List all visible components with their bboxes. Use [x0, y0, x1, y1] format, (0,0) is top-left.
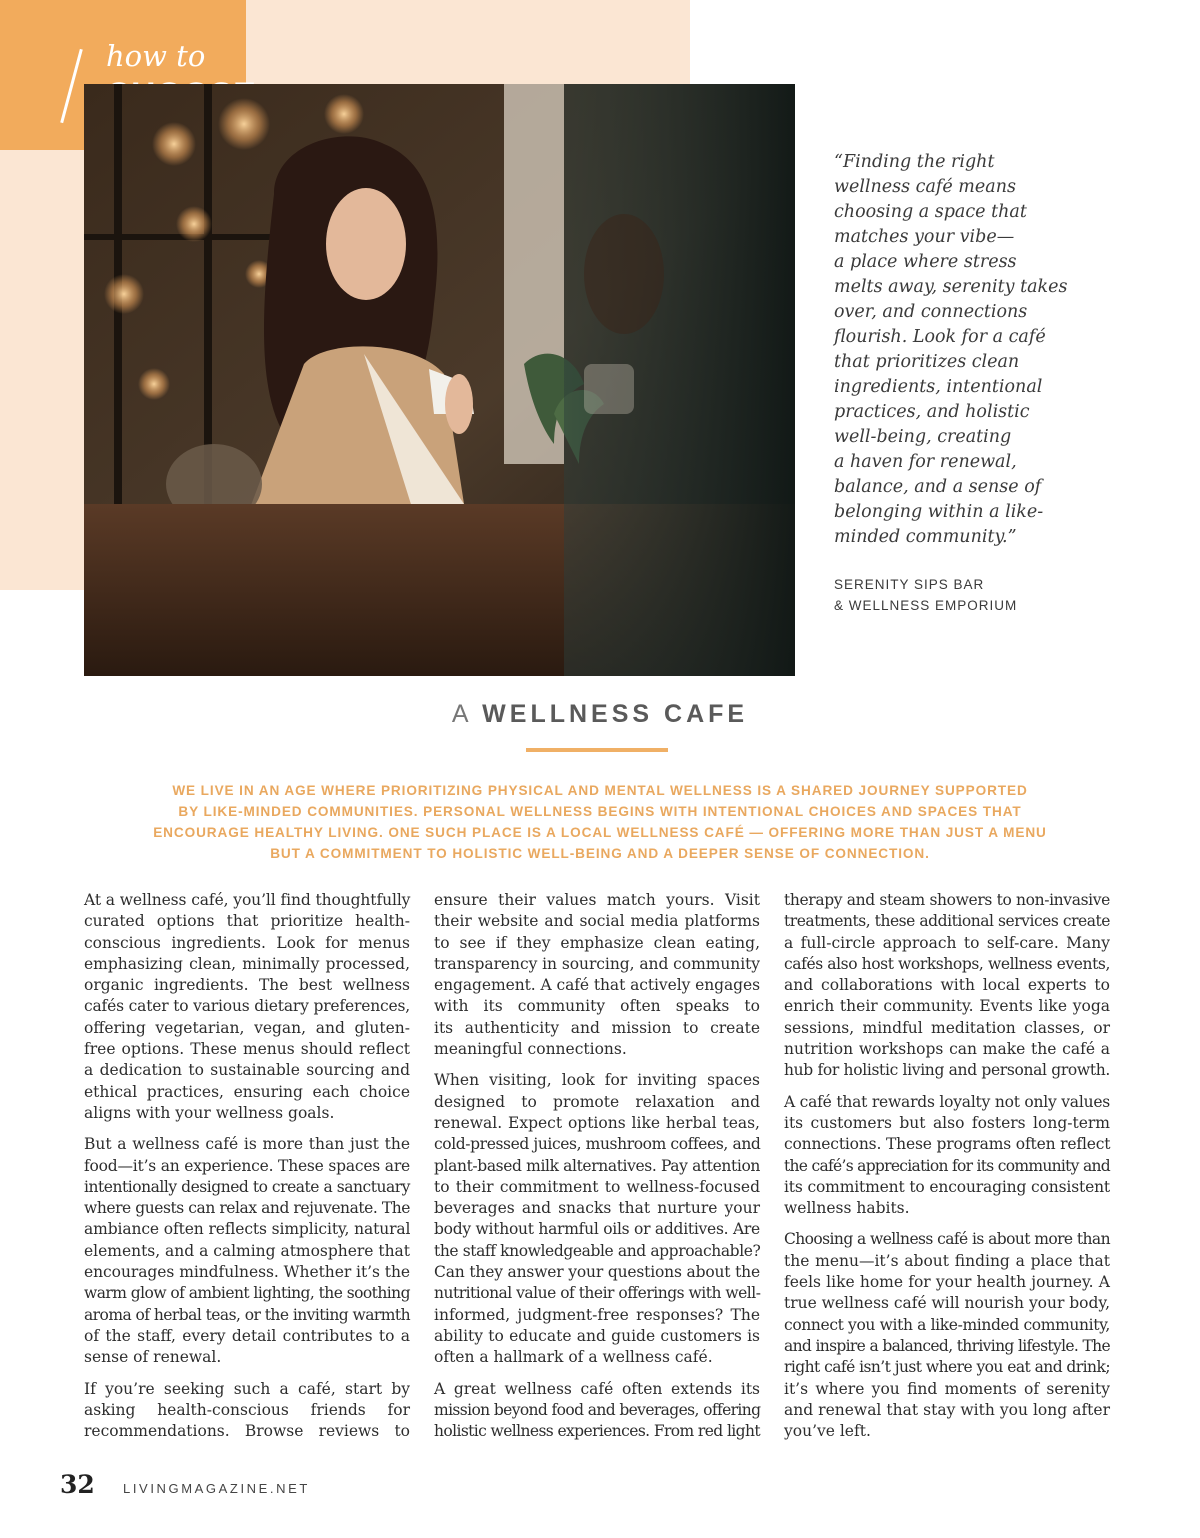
body-line: intentionally designed to create a sanctuary — [84, 1177, 410, 1196]
paragraph-gap — [784, 1219, 1110, 1229]
quote-line: wellness café means — [834, 177, 1016, 197]
body-line: its authenticity and mission to create — [434, 1018, 760, 1037]
paragraph-gap — [84, 1124, 410, 1134]
body-line: the menu—it’s about finding a place that — [784, 1251, 1110, 1270]
body-line: connections. These programs often reflect — [784, 1135, 1111, 1154]
body-column-3 — [784, 890, 1110, 1442]
body-line: conscious ingredients. Look for menus — [84, 933, 410, 952]
body-line: elements, and a calming atmosphere that — [84, 1241, 410, 1260]
body-line: wellness habits. — [784, 1199, 910, 1218]
body-line: aligns with your wellness goals. — [84, 1103, 335, 1122]
pull-quote — [834, 150, 1084, 550]
body-line: ability to educate and guide customers is — [434, 1326, 760, 1345]
paragraph-gap — [434, 1369, 760, 1379]
body-line: plant-based milk alternatives. Pay attention — [434, 1156, 761, 1175]
quote-line: melts away, serenity takes — [834, 277, 1068, 297]
quote-line: practices, and holistic — [834, 402, 1030, 422]
body-line: where guests can relax and rejuvenate. The — [84, 1199, 411, 1218]
body-line: free options. These menus should reflect — [84, 1040, 410, 1059]
paragraph — [434, 1379, 760, 1443]
body-line: cafés also host workshops, wellness events, — [784, 954, 1110, 973]
intro-paragraph — [60, 780, 1140, 864]
quote-line: minded community.” — [834, 527, 1017, 547]
body-line: engagement. A café that actively engages — [434, 976, 761, 995]
body-line: treatments, these additional services create — [784, 912, 1111, 931]
page-number: 32 — [60, 1470, 95, 1499]
body-line: recommendations. Browse reviews to — [84, 1422, 410, 1441]
body-line: it’s where you find moments of serenity — [784, 1379, 1110, 1398]
paragraph — [84, 1379, 410, 1443]
body-line: ambiance often reflects simplicity, natural — [84, 1220, 411, 1239]
quote-line: that prioritizes clean — [834, 352, 1020, 372]
body-line: the staff knowledgeable and approachable? — [434, 1241, 761, 1260]
site-url: LIVINGMAGAZINE.NET — [123, 1481, 310, 1496]
paragraph-gap — [434, 1060, 760, 1070]
intro-line: BY LIKE-MINDED COMMUNITIES. PERSONAL WELLNESS BEGINS WITH INTENTIONAL CHOICES AND SPACES THAT — [178, 804, 1022, 819]
headline-main: WELLNESS CAFE — [482, 700, 749, 728]
body-line: beverages and snacks that nurture your — [434, 1199, 760, 1218]
body-line: ensure their values match yours. Visit — [434, 891, 760, 909]
body-line: a dedication to sustainable sourcing and — [84, 1061, 410, 1080]
body-line: If you’re seeking such a café, start by — [84, 1379, 410, 1398]
body-line: and inspire a balanced, thriving lifestyle. The — [784, 1336, 1110, 1355]
body-line: cold-pressed juices, mushroom coffees, and — [434, 1135, 761, 1154]
body-line: hub for holistic living and personal growth. — [784, 1061, 1111, 1080]
paragraph — [84, 890, 410, 1124]
body-line: nutrition workshops can make the café a — [784, 1040, 1110, 1059]
body-line: warm glow of ambient lighting, the soothing — [84, 1284, 410, 1303]
body-line: and collaborations with local experts to — [784, 976, 1110, 995]
body-line: the café’s appreciation for its community and — [784, 1156, 1110, 1175]
body-line: their website and social media platforms — [434, 912, 760, 931]
quote-source-line: SERENITY SIPS BAR — [834, 577, 985, 592]
body-line: At a wellness café, you’ll find thoughtfully — [84, 891, 411, 909]
body-column-2 — [434, 890, 760, 1442]
paragraph — [84, 1134, 410, 1368]
body-line: organic ingredients. The best wellness — [84, 976, 410, 995]
body-line: curated options that prioritize health- — [84, 912, 410, 931]
headline-rule — [526, 748, 668, 752]
body-line: A café that rewards loyalty not only values — [784, 1092, 1111, 1111]
body-line: offering vegetarian, vegan, and gluten- — [84, 1018, 410, 1037]
body-line: When visiting, look for inviting spaces — [434, 1071, 760, 1090]
body-line: a full-circle approach to self-care. Many — [784, 933, 1110, 952]
paragraph — [784, 890, 1110, 1082]
body-line: enrich their community. Events like yoga — [784, 997, 1110, 1016]
body-line: true wellness café will nourish your body, — [784, 1294, 1110, 1313]
body-line: feels like home for your health journey. A — [784, 1273, 1110, 1292]
intro-line: WE LIVE IN AN AGE WHERE PRIORITIZING PHYSICAL AND MENTAL WELLNESS IS A SHARED JOURNEY SUPPORTED — [172, 783, 1028, 798]
body-line: therapy and steam showers to non-invasive — [784, 891, 1110, 909]
body-line: sessions, mindful meditation classes, or — [784, 1018, 1111, 1037]
body-line: Choosing a wellness café is about more than — [784, 1230, 1110, 1249]
body-line: But a wellness café is more than just the — [84, 1135, 410, 1154]
quote-line: matches your vibe— — [834, 227, 1015, 247]
body-line: nutritional value of their offerings with well- — [434, 1284, 761, 1303]
body-line: its commitment to encouraging consistent — [784, 1177, 1110, 1196]
paragraph — [434, 1070, 760, 1368]
body-line: emphasizing clean, minimally processed, — [84, 954, 410, 973]
body-line: with its community often speaks to — [434, 997, 760, 1016]
body-line: meaningful connections. — [434, 1040, 627, 1059]
paragraph — [784, 1092, 1110, 1220]
quote-source-line: & WELLNESS EMPORIUM — [834, 598, 1018, 613]
body-line: its customers but also fosters long-term — [784, 1113, 1110, 1132]
body-line: of the staff, every detail contributes to a — [84, 1326, 410, 1345]
body-line: asking health-conscious friends for — [84, 1400, 410, 1419]
body-line: sense of renewal. — [84, 1348, 222, 1367]
body-line: renewal. Expect options like herbal teas, — [434, 1113, 760, 1132]
quote-line: belonging within a like- — [834, 502, 1044, 522]
body-line: aroma of herbal teas, or the inviting warmth — [84, 1305, 411, 1324]
quote-line: over, and connections — [834, 302, 1028, 322]
body-line: designed to promote relaxation and — [434, 1092, 760, 1111]
quote-line: choosing a space that — [834, 202, 1027, 222]
paragraph-gap — [784, 1082, 1110, 1092]
body-line: mission beyond food and beverages, offering — [434, 1400, 761, 1419]
quote-line: “Finding the right — [834, 152, 995, 172]
paragraph — [784, 1229, 1110, 1442]
body-line: body without harmful oils or additives. Are — [434, 1220, 760, 1239]
intro-line: ENCOURAGE HEALTHY LIVING. ONE SUCH PLACE IS A LOCAL WELLNESS CAFÉ — OFFERING MORE THAN JUST A MENU — [153, 825, 1047, 840]
paragraph-gap — [84, 1369, 410, 1379]
intro-line: BUT A COMMITMENT TO HOLISTIC WELL-BEING AND A DEEPER SENSE OF CONNECTION. — [270, 846, 930, 861]
body-line: right café isn’t just where you eat and drink; — [784, 1358, 1110, 1377]
body-line: to see if they emphasize clean eating, — [434, 933, 760, 952]
headline-prefix: A — [451, 700, 472, 728]
body-line: informed, judgment-free responses? The — [434, 1305, 760, 1324]
quote-source — [834, 574, 1017, 616]
quote-line: a haven for renewal, — [834, 452, 1017, 472]
cafe-photo-illustration — [84, 84, 795, 676]
article-headline — [0, 700, 1200, 729]
body-line: transparency in sourcing, and community — [434, 954, 760, 973]
body-line: A great wellness café often extends its — [434, 1379, 760, 1398]
body-line: connect you with a like-minded community, — [784, 1315, 1110, 1334]
quote-line: balance, and a sense of — [834, 477, 1042, 497]
body-line: Can they answer your questions about the — [434, 1263, 760, 1282]
body-line: ethical practices, ensuring each choice — [84, 1082, 410, 1101]
body-line: to their commitment to wellness-focused — [434, 1177, 760, 1196]
slash-divider — [60, 49, 83, 123]
body-column-1 — [84, 890, 410, 1442]
body-line: often a hallmark of a wellness café. — [434, 1348, 713, 1367]
body-line: food—it’s an experience. These spaces are — [84, 1156, 410, 1175]
quote-line: ingredients, intentional — [834, 377, 1043, 397]
body-line: holistic wellness experiences. From red light — [434, 1422, 760, 1441]
quote-line: a place where stress — [834, 252, 1017, 272]
quote-line: flourish. Look for a café — [834, 327, 1046, 347]
paragraph — [434, 890, 760, 1060]
body-line: encourages mindfulness. Whether it’s the — [84, 1263, 410, 1282]
body-line: and renewal that stay with you long after — [784, 1400, 1110, 1419]
body-line: cafés cater to various dietary preferences, — [84, 997, 411, 1016]
quote-line: well-being, creating — [834, 427, 1012, 447]
section-tag-small: how to — [106, 39, 206, 73]
body-line: you’ve left. — [784, 1422, 871, 1441]
cafe-photo — [84, 84, 795, 676]
